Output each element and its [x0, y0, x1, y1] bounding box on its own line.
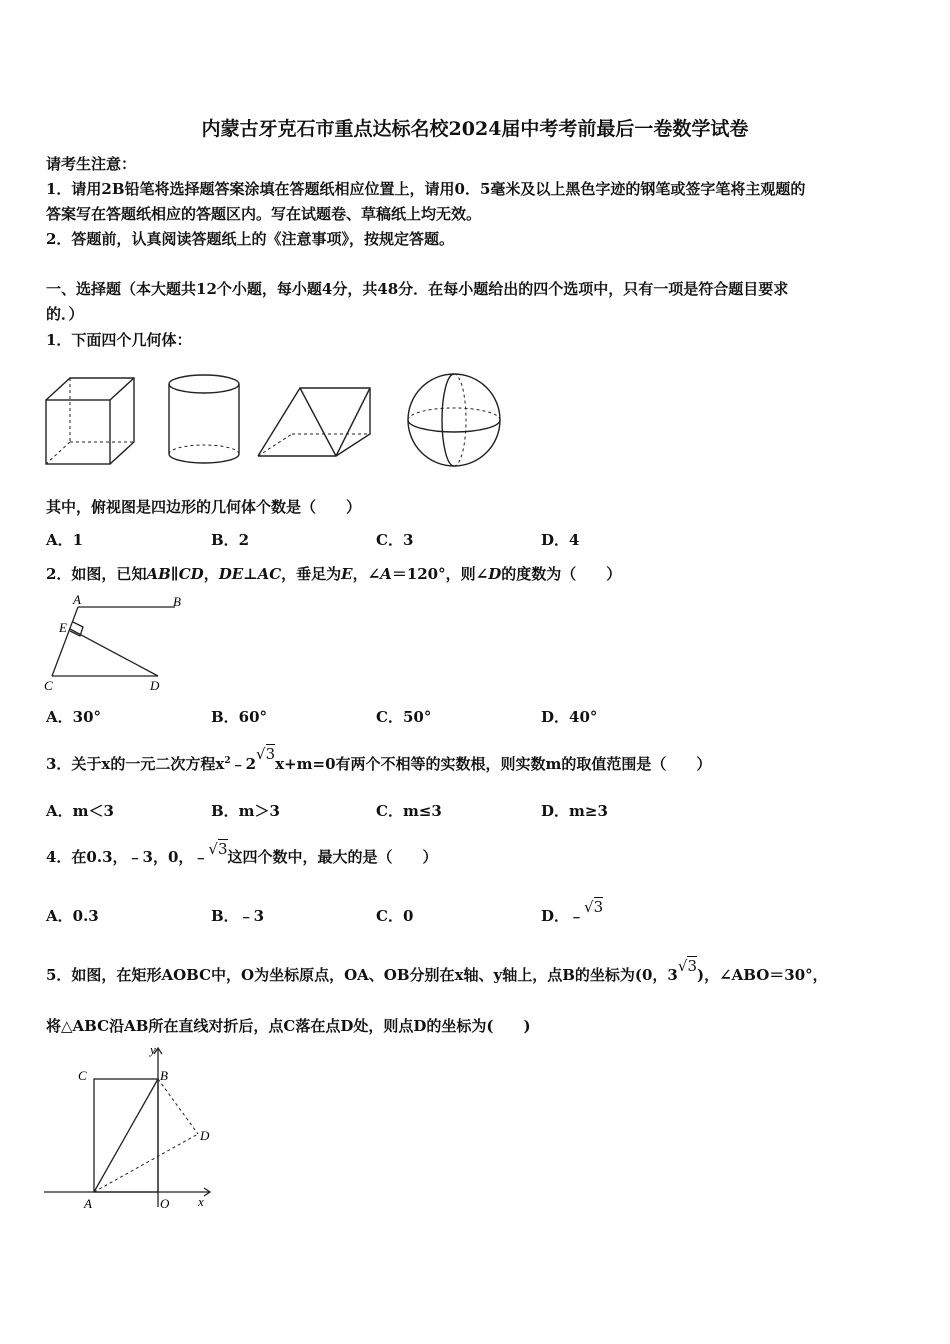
- q1-option-b[interactable]: B．2: [211, 531, 250, 549]
- q2-figure: [40, 590, 200, 695]
- q5-label-b: B: [160, 1068, 168, 1083]
- sphere-figure: [408, 374, 500, 466]
- q2-line-ed: [70, 629, 158, 676]
- q5-stem-line-2: 将△ABC沿AB所在直线对折后，点C落在点D处，则点D的坐标为( ): [46, 1017, 531, 1035]
- section-heading-line-1: 一、选择题（本大题共12个小题，每小题4分，共48分．在每小题给出的四个选项中，只有一项是符合题目要求: [46, 280, 789, 298]
- cylinder-figure: [169, 375, 239, 463]
- prism-figure: [258, 388, 370, 456]
- q2-option-d[interactable]: D．40°: [541, 708, 598, 726]
- q5-line-ab: [94, 1079, 158, 1192]
- q1-solids-figure: [40, 370, 510, 480]
- q2-label-a: A: [73, 592, 81, 607]
- q5-label-d: D: [200, 1128, 210, 1143]
- page-title: 内蒙古牙克石市重点达标名校2024届中考考前最后一卷数学试卷: [201, 118, 749, 140]
- q5-label-y: y: [150, 1042, 156, 1057]
- q3-option-d[interactable]: D．m≥3: [541, 802, 608, 820]
- q5-stem-line-1: 5．如图，在矩形AOBC中，O为坐标原点，OA、OB分别在x轴、y轴上，点B的坐标为(0，3√3)，∠ABO＝30°，: [46, 957, 828, 984]
- q4-stem: 4．在0.3，﹣3，0，﹣√3这四个数中，最大的是（ ）: [46, 840, 438, 866]
- sqrt-symbol: √: [208, 840, 218, 858]
- notice-heading: 请考生注意：: [46, 155, 137, 173]
- notice-line-2: 2．答题前，认真阅读答题纸上的《注意事项》，按规定答题。: [46, 230, 454, 248]
- q3-option-c[interactable]: C．m≤3: [376, 802, 442, 820]
- q2-label-d: D: [150, 678, 160, 693]
- q2-label-c: C: [44, 678, 53, 693]
- q3-stem: 3．关于x的一元二次方程$x^2﹣2√3x+m=0$有两个不相等的实数根，则实数m的取值范围是（ ）: [46, 745, 712, 773]
- notice-line-1a: 1．请用2B铅笔将选择题答案涂填在答题纸相应位置上，请用0．5毫米及以上黑色字迹的钢笔或签字笔将主观题的: [46, 180, 806, 198]
- q3-option-a[interactable]: A．m＜3: [46, 802, 114, 820]
- q5-label-c: C: [78, 1068, 87, 1083]
- q4-option-b[interactable]: B．﹣3: [211, 907, 265, 925]
- q3-option-b[interactable]: B．m＞3: [211, 802, 280, 820]
- q2-option-a[interactable]: A．30°: [46, 708, 102, 726]
- q1-option-d[interactable]: D．4: [541, 531, 580, 549]
- section-heading-line-2: 的．）: [46, 305, 84, 323]
- q1-option-c[interactable]: C．3: [376, 531, 414, 549]
- q2-line-ac: [52, 607, 78, 676]
- q1-question: 其中，俯视图是四边形的几何体个数是（ ）: [46, 498, 362, 516]
- sqrt-symbol: √: [584, 898, 594, 916]
- sqrt-symbol: √: [256, 745, 266, 763]
- q2-label-b: B: [173, 594, 181, 609]
- q5-figure: [40, 1042, 230, 1217]
- q2-label-e: E: [59, 620, 67, 635]
- q5-label-a: A: [84, 1196, 92, 1211]
- q5-line-ad: [94, 1134, 198, 1192]
- sqrt-symbol: √: [677, 957, 688, 975]
- q1-stem: 1．下面四个几何体：: [46, 331, 192, 349]
- q5-label-o: O: [160, 1196, 170, 1211]
- q1-option-a[interactable]: A．1: [46, 531, 84, 549]
- q5-label-x: x: [198, 1194, 204, 1209]
- q2-stem: 2．如图，已知AB∥CD，DE⊥AC，垂足为E，∠A＝120°，则∠D的度数为（ ）: [46, 565, 622, 583]
- cube-figure: [46, 378, 134, 464]
- q5-line-bd: [158, 1079, 198, 1134]
- q2-option-b[interactable]: B．60°: [211, 708, 268, 726]
- q4-option-d[interactable]: D．﹣√3: [541, 898, 604, 925]
- q4-option-a[interactable]: A．0.3: [46, 907, 99, 925]
- notice-line-1b: 答案写在答题纸相应的答题区内。写在试题卷、草稿纸上均无效。: [46, 205, 482, 223]
- q2-option-c[interactable]: C．50°: [376, 708, 432, 726]
- q4-option-c[interactable]: C．0: [376, 907, 414, 925]
